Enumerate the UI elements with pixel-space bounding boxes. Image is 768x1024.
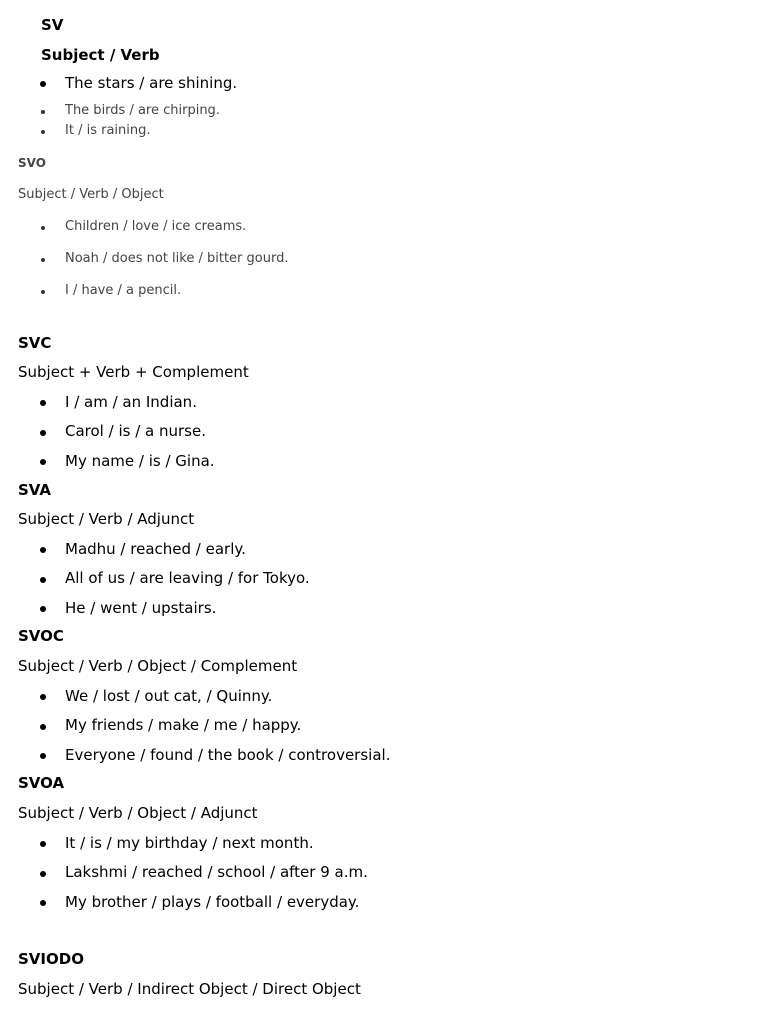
example-sv-1: The stars / are shining. [65, 74, 238, 92]
section-heading-svoc: SVOC [18, 627, 64, 645]
example-sva-2: All of us / are leaving / for Tokyo. [65, 569, 310, 587]
bullet-dot [41, 226, 45, 230]
bullet-dot [41, 110, 45, 114]
bullet-dot [40, 430, 46, 436]
section-pattern-svo: Subject / Verb / Object [18, 187, 164, 202]
section-pattern-sva: Subject / Verb / Adjunct [18, 510, 195, 528]
bullet-dot [40, 753, 46, 759]
example-svoc-2: My friends / make / me / happy. [65, 716, 302, 734]
section-pattern-svoa: Subject / Verb / Object / Adjunct [18, 804, 258, 822]
example-svoa-3: My brother / plays / football / everyday. [65, 893, 360, 911]
bullet-dot [40, 81, 46, 87]
bullet-dot [40, 871, 46, 877]
bullet-dot [41, 290, 45, 294]
bullet-dot [40, 694, 46, 700]
section-pattern-svc: Subject + Verb + Complement [18, 363, 249, 381]
example-svc-2: Carol / is / a nurse. [65, 422, 206, 440]
example-svoc-1: We / lost / out cat, / Quinny. [65, 687, 273, 705]
example-sva-3: He / went / upstairs. [65, 599, 217, 617]
section-pattern-svoc: Subject / Verb / Object / Complement [18, 657, 298, 675]
section-pattern-sviodo: Subject / Verb / Indirect Object / Direct Object [18, 980, 361, 998]
section-heading-sva: SVA [18, 481, 52, 499]
section-heading-sv: SV [41, 16, 64, 34]
example-svc-3: My name / is / Gina. [65, 452, 215, 470]
section-heading-svoa: SVOA [18, 774, 65, 792]
bullet-dot [40, 724, 46, 730]
example-sva-1: Madhu / reached / early. [65, 540, 246, 558]
section-pattern-sv: Subject / Verb [41, 46, 160, 64]
example-svo-3: I / have / a pencil. [65, 283, 182, 298]
example-sv-3: It / is raining. [65, 123, 151, 138]
example-svoa-2: Lakshmi / reached / school / after 9 a.m. [65, 863, 368, 881]
bullet-dot [40, 400, 46, 406]
bullet-dot [40, 841, 46, 847]
bullet-dot [41, 130, 45, 134]
example-svc-1: I / am / an Indian. [65, 393, 197, 411]
section-heading-svo: SVO [18, 156, 46, 170]
bullet-dot [40, 547, 46, 553]
bullet-dot [40, 900, 46, 906]
example-svo-2: Noah / does not like / bitter gourd. [65, 251, 289, 266]
bullet-dot [41, 258, 45, 262]
bullet-dot [40, 606, 46, 612]
example-sv-2: The birds / are chirping. [65, 103, 220, 118]
example-svoa-1: It / is / my birthday / next month. [65, 834, 314, 852]
example-svo-1: Children / love / ice creams. [65, 219, 247, 234]
bullet-dot [40, 459, 46, 465]
section-heading-sviodo: SVIODO [18, 950, 84, 968]
bullet-dot [40, 577, 46, 583]
example-svoc-3: Everyone / found / the book / controversial. [65, 746, 391, 764]
section-heading-svc: SVC [18, 334, 52, 352]
